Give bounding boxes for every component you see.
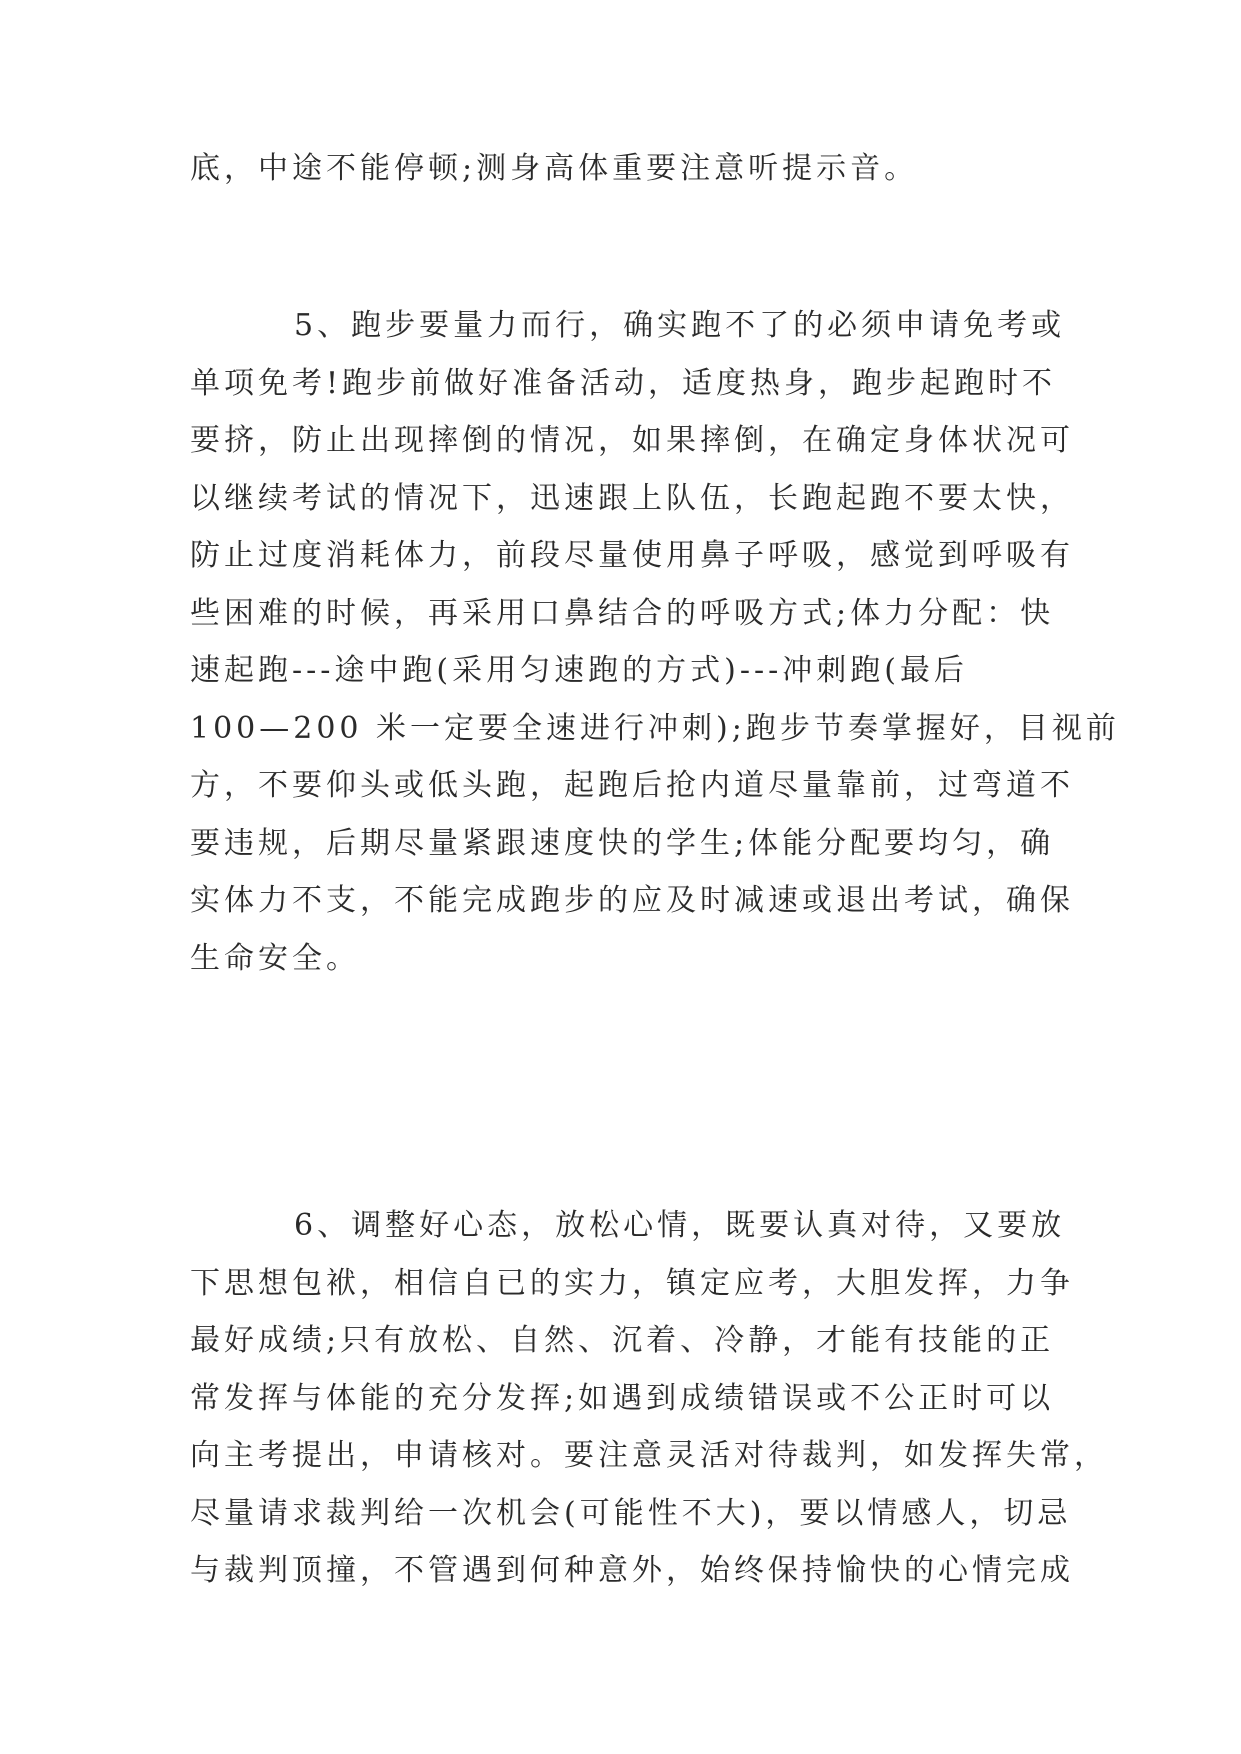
text-line: 下思想包袱，相信自已的实力，镇定应考，大胆发挥，力争	[190, 1265, 1074, 1301]
paragraph-5	[190, 297, 1120, 987]
text-line: 向主考提出，申请核对。要注意灵活对待裁判，如发挥失常，	[190, 1438, 1108, 1473]
text-line: 常发挥与体能的充分发挥;如遇到成绩错误或不公正时可以	[190, 1380, 1055, 1416]
paragraph-fragment-top	[190, 140, 1050, 198]
text-line: 实体力不支，不能完成跑步的应及时减速或退出考试，确保	[190, 883, 1074, 918]
text-line: 要挤，防止出现摔倒的情况，如果摔倒，在确定身体状况可	[190, 423, 1074, 458]
text-line: 与裁判顶撞，不管遇到何种意外，始终保持愉快的心情完成	[190, 1553, 1074, 1588]
text-line: 6、调整好心态，放松心情，既要认真对待，又要放	[294, 1208, 1066, 1243]
text-line: 速起跑---途中跑(采用匀速跑的方式)---冲刺跑(最后	[190, 653, 968, 688]
text-line: 方，不要仰头或低头跑，起跑后抢内道尽量靠前，过弯道不	[190, 768, 1074, 803]
text-line: 防止过度消耗体力，前段尽量使用鼻子呼吸，感觉到呼吸有	[190, 538, 1074, 573]
text-line: 要违规，后期尽量紧跟速度快的学生;体能分配要均匀，确	[190, 825, 1055, 861]
text-line: 100—200 米一定要全速进行冲刺);跑步节奏掌握好，目视前	[190, 710, 1120, 746]
text-line: 单项免考!跑步前做好准备活动，适度热身，跑步起跑时不	[190, 365, 1057, 401]
text-line: 尽量请求裁判给一次机会(可能性不大)，要以情感人，切忌	[190, 1495, 1072, 1531]
paragraph-6	[190, 1197, 1108, 1600]
text-line: 些困难的时候，再采用口鼻结合的呼吸方式;体力分配：快	[190, 595, 1055, 631]
text-line: 生命安全。	[190, 940, 360, 976]
text-line: 底，中途不能停顿;测身高体重要注意听提示音。	[190, 151, 919, 186]
text-line: 5、跑步要量力而行，确实跑不了的必须申请免考或	[294, 308, 1066, 343]
text-line: 以继续考试的情况下，迅速跟上队伍，长跑起跑不要太快，	[190, 480, 1074, 516]
text-line: 最好成绩;只有放松、自然、沉着、冷静，才能有技能的正	[190, 1323, 1055, 1358]
